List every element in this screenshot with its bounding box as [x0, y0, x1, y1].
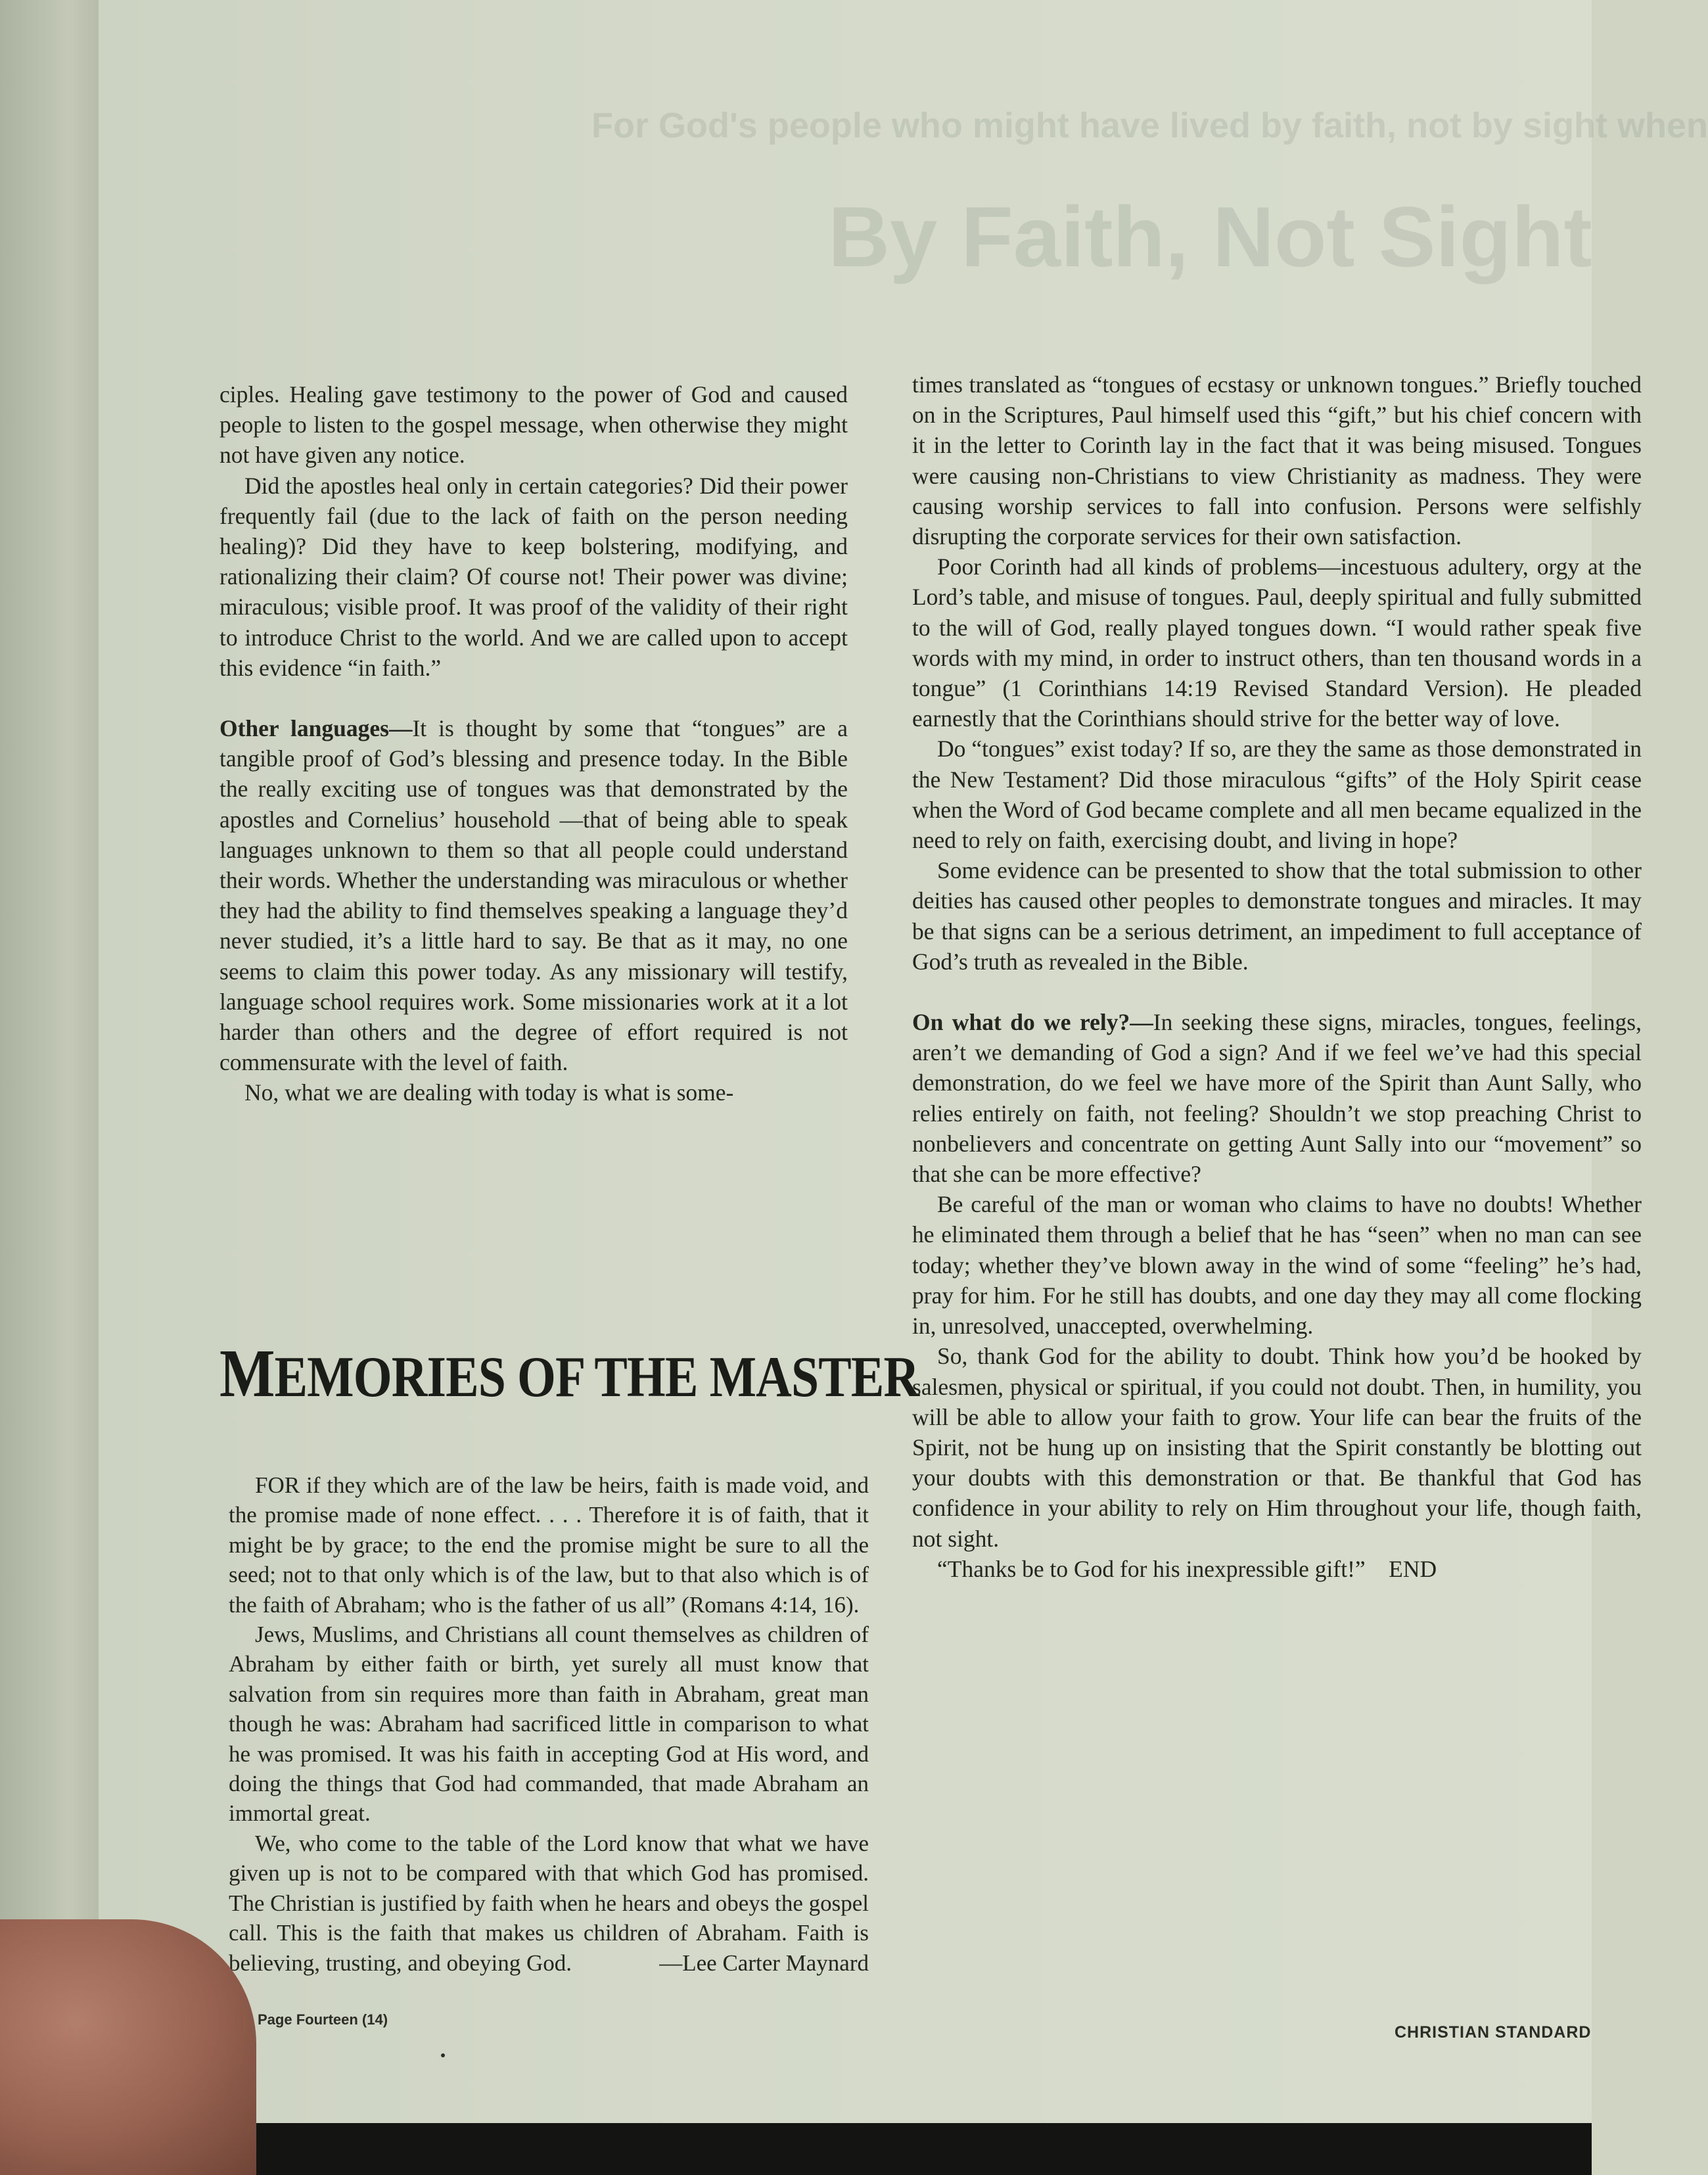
sidebar-body — [229, 1470, 869, 1978]
section-text: It is thought by some that “tongues” are a tangible proof of God’s blessing and presence today. In the Bible the really exciting use of tongues was that demonstrated by the apostles and Cornelius’ household —that of being able to speak languages unknown to them so that all people could understand their words. Whether the understanding was miraculous or whether they had the ability to find themselves speaking a language they’d never studied, it’s a little hard to say. Be that as it may, no one seems to claim this power today. As any missionary will testify, language school requires work. Some missionaries work at it a lot harder than others and the degree of effort required is not commensurate with the level of faith. — [219, 715, 848, 1076]
paragraph — [229, 1829, 869, 1978]
paragraph: Did the apostles heal only in certain categories? Did their power frequently fail (due to the lack of faith on the person needing healing)? Did they have to keep bolstering, modifying, and rationalizing their claim? Of course not! Their power was divine; miraculous; visible proof. It was proof of the validity of their right to introduce Christ to the world. And we are called upon to accept this evidence “in faith.” — [219, 472, 848, 681]
paragraph: So, thank God for the ability to doubt. Think how you’d be hooked by salesmen, physical or spiritual, if you could not doubt. Then, in humility, you will be able to allow your faith to grow. Your life can bear the fruits of the Spirit, not be hung up on insisting that the Spirit constantly be blotting out your doubts with this demonstration or that. Be thankful that God has confidence in your ability to rely on Him throughout your life, though faith, not sight. — [912, 1343, 1642, 1552]
paragraph: Some evidence can be presented to show that the total submission to other deities has caused other peoples to demonstrate tongues and miracles. It may be that signs can be a serious detriment, an impediment to full acceptance of God’s truth as revealed in the Bible. — [912, 857, 1642, 975]
running-title: CHRISTIAN STANDARD — [1395, 2023, 1592, 2042]
paragraph: Do “tongues” exist today? If so, are they the same as those demonstrated in the New Testament? Did those miraculous “gifts” of the Holy Spirit cease when the Word of God became complete and all men became equalized in the need to rely on faith, exercising doubt, and living in hope? — [912, 736, 1642, 854]
author-signature: —Lee Carter Maynard — [659, 1950, 869, 1976]
show-through-subtitle: For God's people who might have lived by faith, not by sight when — [591, 106, 1708, 145]
paragraph: Poor Corinth had all kinds of problems—incestuous adultery, orgy at the Lord’s table, and misuse of tongues. Paul, deeply spiritual and fully submitted to the will of God, really played tongues down. “I would rather speak five words with my mind, in order to instruct others, than ten thousand words in a tongue” (1 Corinthians 14:19 Revised Standard Version). He pleaded earnestly that the Corinthians should strive for the better way of love. — [912, 553, 1642, 732]
section-paragraph — [912, 1007, 1642, 1189]
paragraph-text: We, who come to the table of the Lord know that what we have given up is not to be compared with that which God has promised. The Christian is justified by faith when he hears and obeys the gospel call. This is the faith that makes us children of Abraham. Faith is believing, trusting, and obeying God. — [229, 1830, 869, 1976]
section-heading: Other languages— — [219, 715, 413, 742]
section-paragraph — [219, 713, 848, 1077]
sidebar-title — [219, 1328, 919, 1424]
sidebar-title-rest: EMORIES OF THE MASTER — [274, 1345, 919, 1409]
section-text: In seeking these signs, miracles, tongues, feelings, aren’t we demanding of God a sign? And if we feel we’ve had this special demonstration, do we feel we have more of the Spirit than Aunt Sally, who relies entirely on faith, not feeling? Shouldn’t we stop preaching Christ to nonbelievers and concentrate on getting Aunt Sally into our “movement” so that she can be more effective? — [912, 1009, 1642, 1188]
section-heading: On what do we rely?— — [912, 1009, 1153, 1036]
paragraph: FOR if they which are of the law be heirs, faith is made void, and the promise made of none effect. . . . Therefore it is of faith, that it might be by grace; to the end the promise might be sure to all the seed; not to that only which is of the law, but to that also which is of the faith of Abraham; who is the father of us all” (Romans 4:14, 16). — [229, 1472, 869, 1618]
paragraph: Be careful of the man or woman who claims to have no doubts! Whether he eliminated them through a belief that he has “seen” when no man can see today; whether they’ve blown away in the wind of some “feeling” he’s had, pray for him. For he still has doubts, and one day they may all come flocking in, unresolved, unaccepted, overwhelming. — [912, 1191, 1642, 1340]
show-through-title: By Faith, Not Sight — [828, 189, 1592, 285]
print-speck — [441, 2053, 445, 2057]
book-gutter — [0, 0, 99, 2175]
paragraph: ciples. Healing gave testimony to the power of God and caused people to listen to the gospel message, when otherwise they might not have given any notice. — [219, 381, 848, 469]
closing-paragraph — [912, 1554, 1642, 1584]
paragraph: No, what we are dealing with today is what is some- — [244, 1079, 734, 1106]
left-column — [219, 379, 848, 1108]
right-column — [912, 369, 1642, 1584]
sidebar-title-initial: M — [219, 1336, 275, 1411]
paragraph: Jews, Muslims, and Christians all count themselves as children of Abraham by either faith or birth, yet surely all must know that salvation from sin requires more than faith in Abraham, great man though he was: Abraham had sacrificed little in comparison to what he was promised. It was his faith in accepting God at His word, and doing the things that God had commanded, that made Abraham an immortal great. — [229, 1622, 869, 1827]
end-mark: END — [1389, 1555, 1437, 1582]
closing-quote: “Thanks be to God for his inexpressible gift!” — [937, 1555, 1366, 1582]
paragraph: times translated as “tongues of ecstasy or unknown tongues.” Briefly touched on in the Scriptures, Paul himself used this “gift,” but his chief concern with it in the letter to Corinth lay in the fact that it was being misused. Tongues were causing non-Christians to view Christianity as madness. They were causing worship services to fall into confusion. Persons were selfishly disrupting the corporate services for their own satisfaction. — [912, 371, 1642, 550]
page-number: Page Fourteen (14) — [258, 2011, 388, 2028]
holding-thumb — [0, 1919, 256, 2175]
